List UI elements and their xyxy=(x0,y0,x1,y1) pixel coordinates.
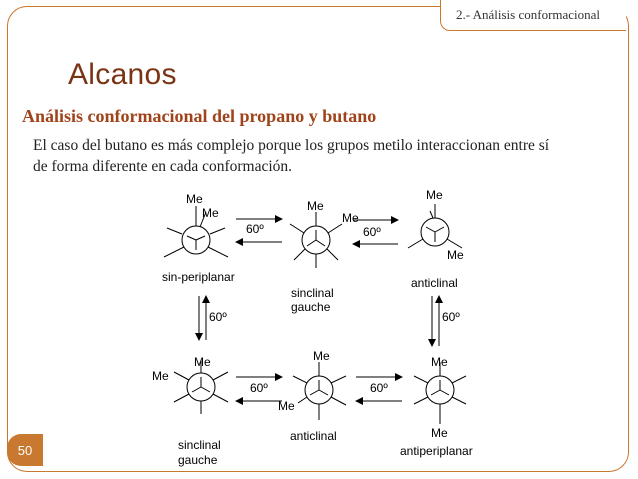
rotation-label: 60º xyxy=(370,381,388,395)
me-label: Me xyxy=(431,426,448,440)
slide-subtitle: Análisis conformacional del propano y butano xyxy=(22,106,377,126)
slide-number: 50 xyxy=(17,442,33,458)
slide-number-badge xyxy=(7,434,43,466)
newman-anticlinal-top xyxy=(408,204,462,248)
me-label: Me xyxy=(426,188,443,202)
me-label: Me xyxy=(186,192,203,206)
me-label: Me xyxy=(278,399,295,413)
me-label: Me xyxy=(307,199,324,213)
conformation-label: sin-periplanar xyxy=(162,270,235,284)
rotation-label: 60º xyxy=(250,381,268,395)
me-label: Me xyxy=(194,355,211,369)
conformation-label: gauche xyxy=(178,453,218,467)
me-label: Me xyxy=(447,248,464,262)
newman-anticlinal-bottom xyxy=(293,362,346,420)
section-header: 2.- Análisis conformacional xyxy=(456,7,601,22)
newman-antiperiplanar xyxy=(414,362,466,424)
slide-body-text: El caso del butano es más complejo porque los grupos metilo interaccionan entre sí de forma diferente en cada conformación. xyxy=(33,137,550,175)
me-label: Me xyxy=(202,206,219,220)
me-label: Me xyxy=(431,355,448,369)
conformation-label: anticlinal xyxy=(411,276,458,290)
me-label: Me xyxy=(152,369,169,383)
conformation-label: sinclinal xyxy=(291,286,334,300)
newman-sinclinal-gauche-top xyxy=(290,212,342,268)
rotation-label: 60º xyxy=(209,310,227,324)
slide-title: Alcanos xyxy=(68,58,177,91)
me-label: Me xyxy=(342,211,359,225)
rotation-label: 60º xyxy=(442,310,460,324)
conformation-label: gauche xyxy=(291,300,331,314)
me-label: Me xyxy=(313,349,330,363)
rotation-label: 60º xyxy=(246,222,264,236)
conformation-label: antiperiplanar xyxy=(400,444,473,458)
rotation-label: 60º xyxy=(363,225,381,239)
conformation-label: sinclinal xyxy=(178,438,221,452)
conformation-label: anticlinal xyxy=(290,429,337,443)
